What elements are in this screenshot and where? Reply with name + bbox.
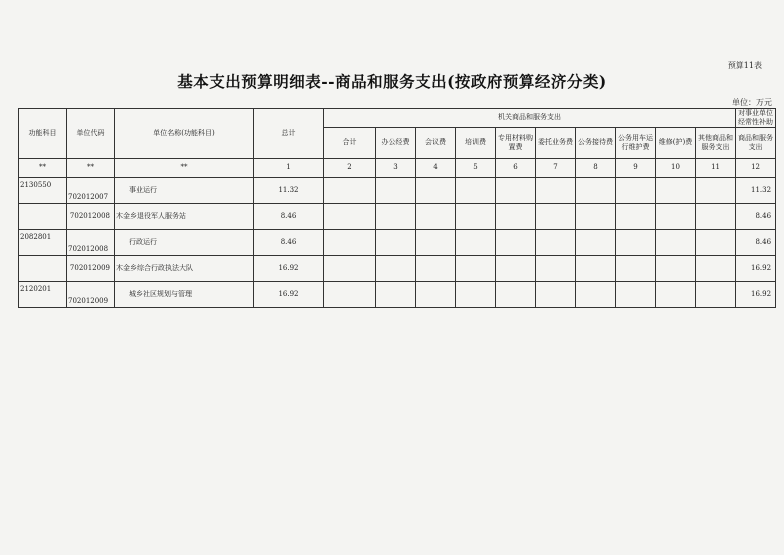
total-value: 11.32 <box>254 177 324 203</box>
total-value: 16.92 <box>254 255 324 281</box>
header-col: 培训费 <box>456 127 496 158</box>
table-row <box>19 229 776 255</box>
header-unit-code: 单位代码 <box>67 109 115 159</box>
column-number: 1 <box>254 158 324 177</box>
total-value: 8.46 <box>254 229 324 255</box>
unit-code: 702012008 <box>67 203 115 229</box>
unit-name: 行政运行 <box>115 229 254 255</box>
column-number: 10 <box>656 158 696 177</box>
header-row-top <box>19 109 776 128</box>
column-number: 6 <box>496 158 536 177</box>
enterprise-value: 16.92 <box>736 255 776 281</box>
header-col: 维修(护)费 <box>656 127 696 158</box>
header-agency-group: 机关商品和服务支出 <box>324 109 736 128</box>
header-col: 办公经费 <box>376 127 416 158</box>
total-value: 16.92 <box>254 281 324 307</box>
table-row <box>19 203 776 229</box>
column-number: 11 <box>696 158 736 177</box>
column-number: ** <box>19 158 67 177</box>
total-value: 8.46 <box>254 203 324 229</box>
header-col: 公务用车运行维护费 <box>616 127 656 158</box>
page-title: 基本支出预算明细表--商品和服务支出(按政府预算经济分类) <box>177 72 607 91</box>
column-number: 7 <box>536 158 576 177</box>
header-col: 公务接待费 <box>576 127 616 158</box>
header-enterprise-group: 对事业单位经常性补助 <box>736 109 776 128</box>
header-col: 专用材料购置费 <box>496 127 536 158</box>
unit-name: 事业运行 <box>115 177 254 203</box>
column-number: 4 <box>416 158 456 177</box>
func-code: 2130550 <box>19 177 67 203</box>
header-unit-name: 单位名称(功能科目) <box>115 109 254 159</box>
header-total: 总计 <box>254 109 324 159</box>
unit-code: 702012007 <box>67 177 115 203</box>
column-number: 9 <box>616 158 656 177</box>
func-code: 2120201 <box>19 281 67 307</box>
unit-code: 702012009 <box>67 255 115 281</box>
unit-code: 702012009 <box>67 281 115 307</box>
func-code: 2082801 <box>19 229 67 255</box>
table-row <box>19 281 776 307</box>
enterprise-value: 8.46 <box>736 203 776 229</box>
unit-code: 702012008 <box>67 229 115 255</box>
enterprise-value: 11.32 <box>736 177 776 203</box>
unit-name: 城乡社区规划与管理 <box>115 281 254 307</box>
table-row <box>19 177 776 203</box>
enterprise-value: 8.46 <box>736 229 776 255</box>
header-col: 会议费 <box>416 127 456 158</box>
column-number: 12 <box>736 158 776 177</box>
header-col: 委托业务费 <box>536 127 576 158</box>
unit-name: 木金乡退役军人服务站 <box>115 203 254 229</box>
column-number: 3 <box>376 158 416 177</box>
column-number: 8 <box>576 158 616 177</box>
column-number: 5 <box>456 158 496 177</box>
unit-name: 木金乡综合行政执法大队 <box>115 255 254 281</box>
enterprise-value: 16.92 <box>736 281 776 307</box>
column-number-row <box>19 158 776 177</box>
header-col: 合计 <box>324 127 376 158</box>
table-row <box>19 255 776 281</box>
unit-label: 单位：万元 <box>732 98 772 107</box>
column-number: ** <box>67 158 115 177</box>
column-number: 2 <box>324 158 376 177</box>
header-col: 商品和服务支出 <box>736 127 776 158</box>
page-number: 预算11表 <box>727 61 762 70</box>
column-number: ** <box>115 158 254 177</box>
header-col: 其他商品和服务支出 <box>696 127 736 158</box>
func-code <box>19 203 67 229</box>
func-code <box>19 255 67 281</box>
budget-table <box>18 108 776 308</box>
header-func-subject: 功能科目 <box>19 109 67 159</box>
